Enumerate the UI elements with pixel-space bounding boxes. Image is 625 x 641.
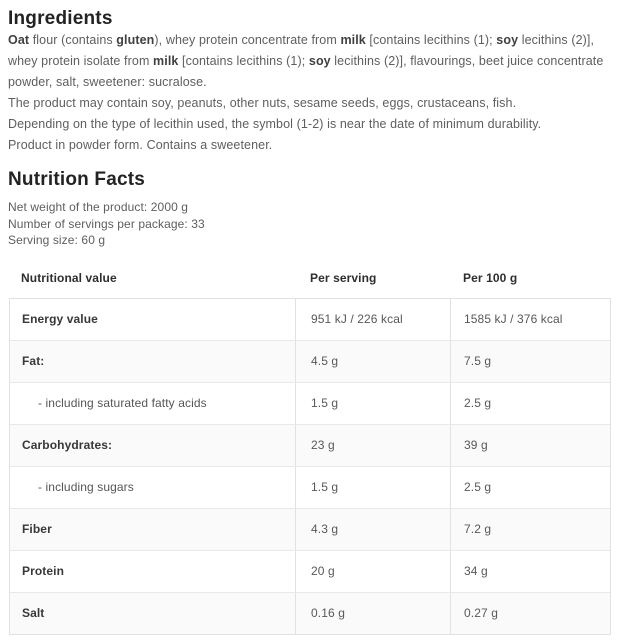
nutrition-table-row: [10, 382, 610, 424]
lecithin-symbol-note-paragraph: Depending on the type of lecithin used, the symbol (1-2) is near the date of minimum durability.: [8, 117, 542, 131]
nutrient-label-cell: - including saturated fatty acids: [38, 396, 207, 410]
per-serving-value-cell: 20 g: [295, 551, 450, 592]
nutrition-table-header-row: [9, 261, 611, 298]
per-100g-value-cell: 2.5 g: [450, 383, 610, 424]
per-serving-value-cell: 0.16 g: [295, 593, 450, 634]
per-100g-value-cell: 1585 kJ / 376 kcal: [450, 299, 610, 340]
ingredients-section-title: Ingredients: [8, 8, 113, 29]
per-100g-value-cell: 7.2 g: [450, 509, 610, 550]
nutrition-table-body: [9, 298, 611, 635]
nutrition-table-row: [10, 424, 610, 466]
per-serving-value-cell: 4.5 g: [295, 341, 450, 382]
nutrition-table-row: [10, 592, 610, 634]
nutrition-table-row: [10, 299, 610, 340]
per-serving-value-cell: 4.3 g: [295, 509, 450, 550]
per-serving-value-cell: 23 g: [295, 425, 450, 466]
package-meta-block: [8, 199, 617, 249]
nutrient-label-cell: - including sugars: [38, 480, 134, 494]
nutrition-table-row: [10, 340, 610, 382]
nutrition-facts-section-title: Nutrition Facts: [8, 169, 146, 190]
nutrition-table-row: [10, 466, 610, 508]
nutrition-table: [9, 261, 611, 635]
product-form-note-paragraph: Product in powder form. Contains a sweetener.: [8, 138, 273, 152]
per-100g-value-cell: 0.27 g: [450, 593, 610, 634]
per-100g-value-cell: 7.5 g: [450, 341, 610, 382]
per-serving-value-cell: 1.5 g: [295, 383, 450, 424]
per-100g-value-cell: 39 g: [450, 425, 610, 466]
nutrient-label-cell: Fat:: [22, 354, 45, 368]
nutrition-table-row: [10, 508, 610, 550]
column-header-per-serving: Per serving: [310, 270, 377, 285]
servings-per-package-line: Number of servings per package: 33: [8, 216, 205, 231]
nutrient-label-cell: Fiber: [22, 522, 52, 536]
net-weight-line: Net weight of the product: 2000 g: [8, 200, 189, 214]
nutrition-table-row: [10, 550, 610, 592]
column-header-per-100g: Per 100 g: [463, 270, 518, 285]
nutrient-label-cell: Energy value: [22, 312, 98, 326]
per-serving-value-cell: 951 kJ / 226 kcal: [295, 299, 450, 340]
nutrient-label-cell: Protein: [22, 564, 65, 578]
serving-size-line: Serving size: 60 g: [8, 233, 106, 247]
column-header-nutritional-value: Nutritional value: [21, 270, 117, 285]
ingredients-composition-paragraph: Oat flour (contains gluten), whey protein concentrate from milk [contains lecithins (1); soy lecithins (2)], whey protein isolate from milk [contains lecithins (1); soy lecithins (2)], flavourings, beet juice concentrate powder, salt, sweetener: sucralose.: [8, 33, 604, 89]
per-100g-value-cell: 2.5 g: [450, 467, 610, 508]
per-serving-value-cell: 1.5 g: [295, 467, 450, 508]
allergen-may-contain-paragraph: The product may contain soy, peanuts, other nuts, sesame seeds, eggs, crustaceans, fish.: [8, 96, 517, 110]
per-100g-value-cell: 34 g: [450, 551, 610, 592]
nutrient-label-cell: Salt: [22, 606, 45, 620]
nutrient-label-cell: Carbohydrates:: [22, 438, 113, 452]
